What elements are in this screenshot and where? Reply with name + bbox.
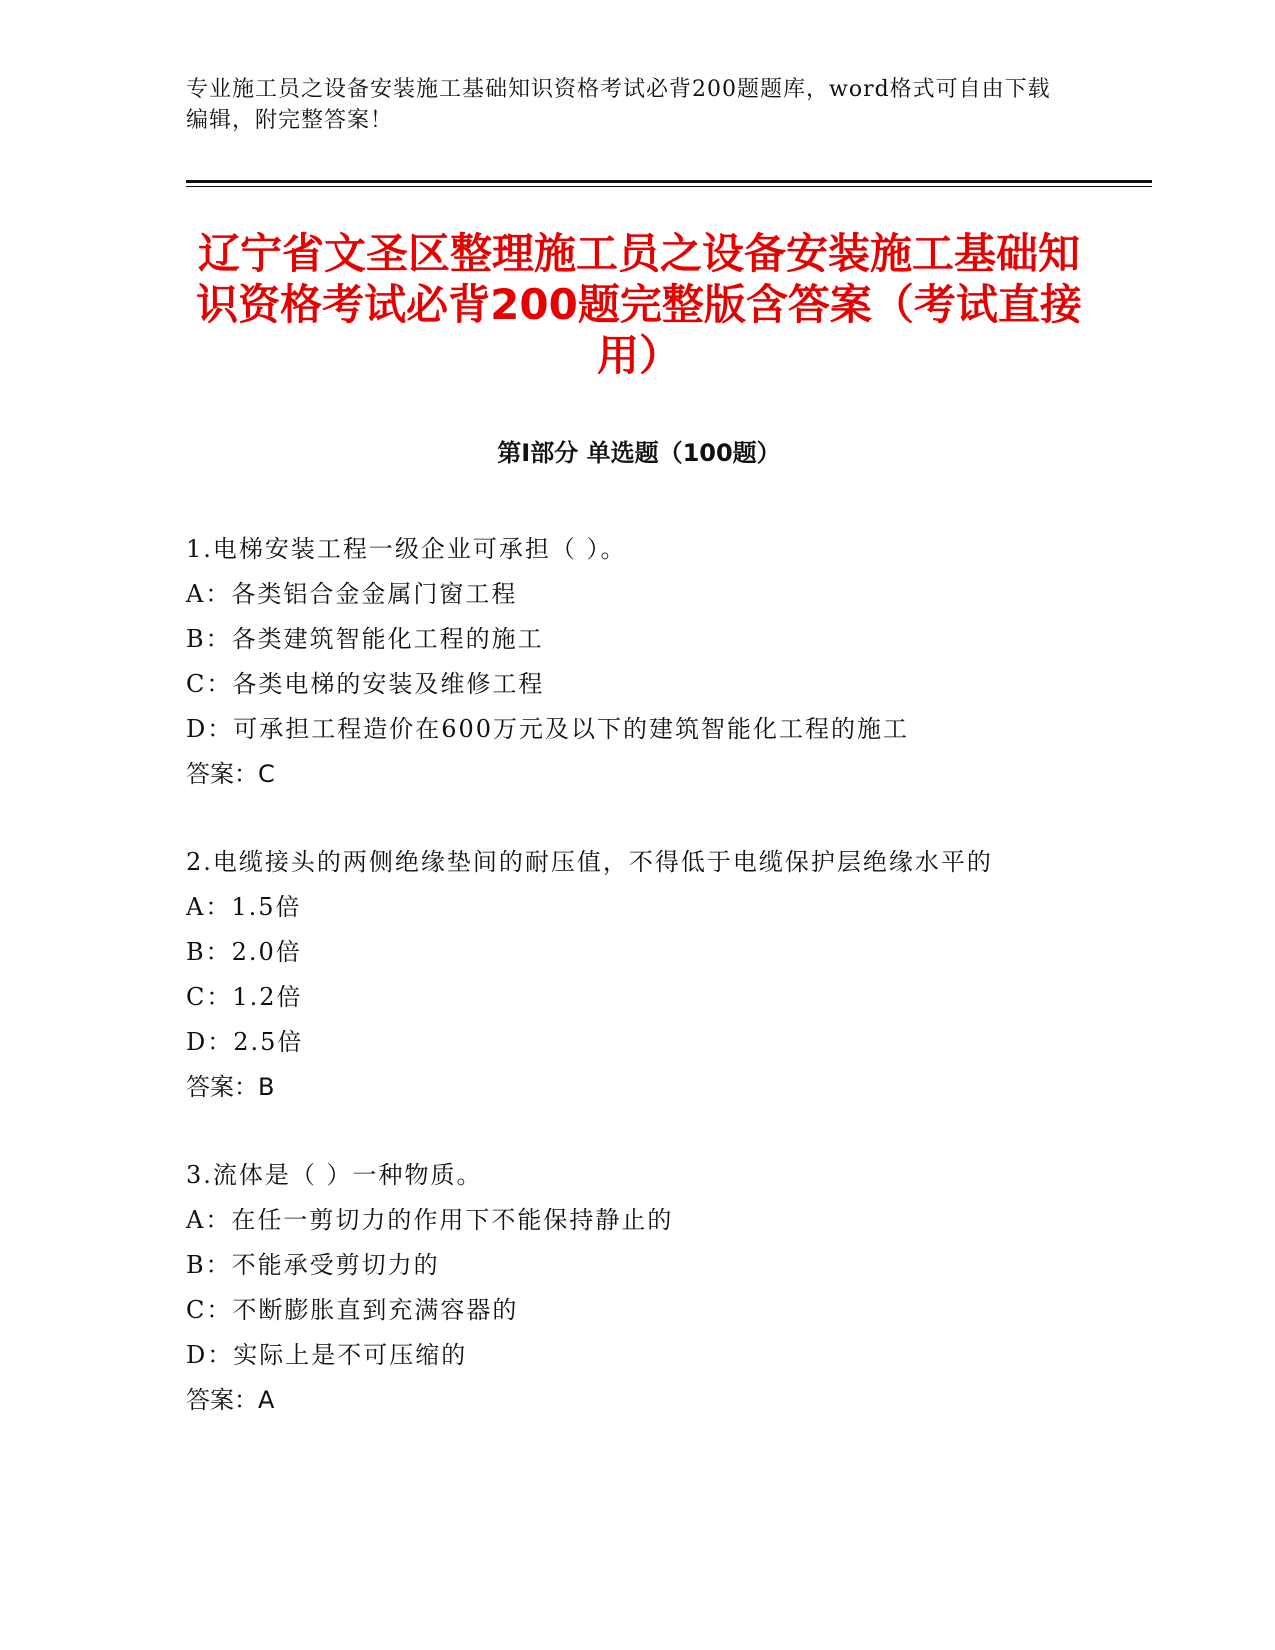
option-a: A：各类铝合金金属门窗工程 [186,580,518,608]
option-a: A：在任一剪切力的作用下不能保持静止的 [186,1206,674,1234]
option-c: C：1.2倍 [186,983,303,1011]
answer: 答案：A [186,1386,275,1414]
document-title: 辽宁省文圣区整理施工员之设备安装施工基础知识资格考试必背200题完整版含答案（考试直接用） [196,229,1082,380]
option-d: D：2.5倍 [186,1028,304,1056]
question-stem: 2.电缆接头的两侧绝缘垫间的耐压值，不得低于电缆保护层绝缘水平的 [186,848,993,876]
question-list [186,527,1086,1423]
option-b: B：不能承受剪切力的 [186,1251,440,1279]
option-d: D：可承担工程造价在600万元及以下的建筑智能化工程的施工 [186,715,910,743]
answer: 答案：C [186,760,275,788]
question-stem: 3.流体是（ ）一种物质。 [186,1161,483,1189]
option-a: A：1.5倍 [186,893,302,921]
header-rule-thick [186,180,1152,183]
header-rule-thin [186,186,1152,187]
question-2 [186,840,1086,1110]
question-spacer [186,1110,1086,1153]
section-heading: 第Ⅰ部分 单选题（100题） [497,439,781,467]
option-c: C：不断膨胀直到充满容器的 [186,1296,519,1324]
header-note: 专业施工员之设备安装施工基础知识资格考试必背200题题库，word格式可自由下载编辑，附完整答案！ [186,77,1051,133]
option-d: D：实际上是不可压缩的 [186,1341,468,1369]
option-c: C：各类电梯的安装及维修工程 [186,670,545,698]
question-spacer [186,797,1086,840]
question-1 [186,527,1086,797]
option-b: B：各类建筑智能化工程的施工 [186,625,544,653]
option-b: B：2.0倍 [186,938,302,966]
answer: 答案：B [186,1073,275,1101]
question-3 [186,1153,1086,1423]
question-stem: 1.电梯安装工程一级企业可承担（ ）。 [186,535,627,563]
